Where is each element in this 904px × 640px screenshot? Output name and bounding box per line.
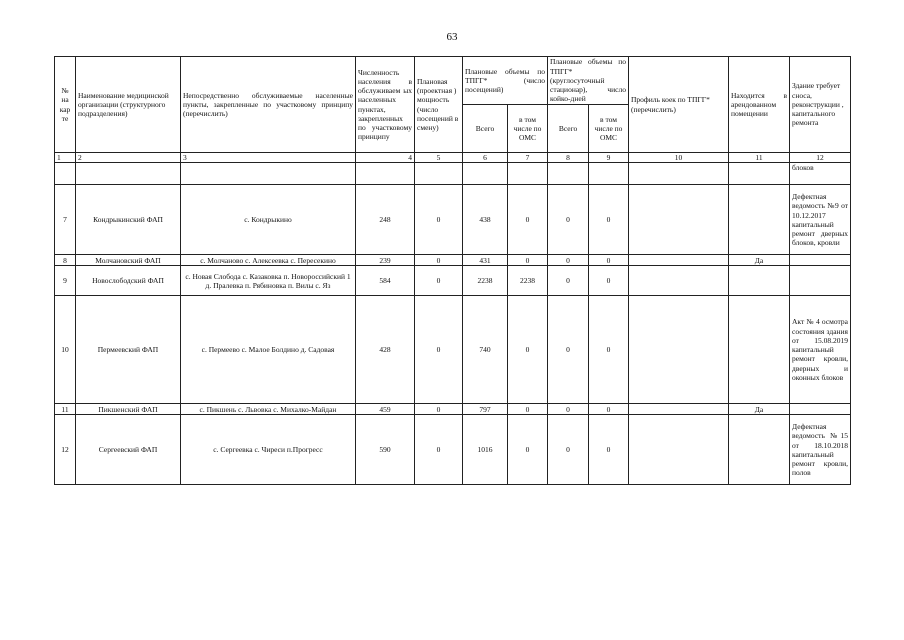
row-beds-total: 0: [548, 266, 589, 296]
row-visits-oms: 0: [508, 404, 548, 415]
row-population: 239: [356, 255, 415, 266]
col-number: 3: [181, 153, 356, 163]
continuation-cell: блоков: [790, 163, 851, 185]
row-rented: Да: [729, 404, 790, 415]
row-num: 12: [55, 415, 76, 485]
col-number: 10: [629, 153, 729, 163]
row-beds-total: 0: [548, 255, 589, 266]
table-row: [55, 266, 851, 296]
row-capacity: 0: [415, 404, 463, 415]
row-visits-oms: 2238: [508, 266, 548, 296]
col-number: 12: [790, 153, 851, 163]
row-served: с. Новая Слобода с. Казаковка п. Новороссийский 1 д. Пралевка п. Рябиновка п. Вилы с. Яз: [181, 266, 356, 296]
header-visits-oms: в том числе по ОМС: [508, 105, 548, 153]
row-capacity: 0: [415, 185, 463, 255]
row-rented: Да: [729, 255, 790, 266]
row-visits-total: 438: [463, 185, 508, 255]
table-row: [55, 415, 851, 485]
col-number: 7: [508, 153, 548, 163]
col-number: 9: [589, 153, 629, 163]
row-visits-total: 797: [463, 404, 508, 415]
row-demolition: Дефектная ведомость №9 от 10.12.2017 капитальный ремонт дверных блоков, кровли: [790, 185, 851, 255]
header-beds-oms: в том числе по ОМС: [589, 105, 629, 153]
col-number: 11: [729, 153, 790, 163]
table-row: [55, 404, 851, 415]
row-beds-oms: 0: [589, 296, 629, 404]
col-number: 8: [548, 153, 589, 163]
row-beds-total: 0: [548, 296, 589, 404]
row-name: Кондрыкинский ФАП: [76, 185, 181, 255]
table-row: [55, 185, 851, 255]
row-beds-oms: 0: [589, 404, 629, 415]
continuation-row: [55, 163, 851, 185]
row-profile: [629, 255, 729, 266]
row-visits-oms: 0: [508, 415, 548, 485]
row-beds-total: 0: [548, 415, 589, 485]
header-beds: Плановые объемы по ТПГГ* (круглосуточный стационар), число койко-дней: [548, 57, 629, 105]
header-num: № на кар те: [55, 57, 76, 153]
row-visits-oms: 0: [508, 255, 548, 266]
row-served: с. Молчаново с. Алексеевка с. Пересекино: [181, 255, 356, 266]
row-visits-total: 740: [463, 296, 508, 404]
facilities-table: [54, 56, 851, 485]
header-served: Непосредственно обслуживаемые населенные пункты, закрепленные по участковому принципу (перечислить): [181, 57, 356, 153]
col-number: 5: [415, 153, 463, 163]
row-rented: [729, 266, 790, 296]
row-demolition: [790, 255, 851, 266]
row-beds-total: 0: [548, 404, 589, 415]
col-number: 6: [463, 153, 508, 163]
row-name: Новослободский ФАП: [76, 266, 181, 296]
row-demolition: [790, 266, 851, 296]
header-population: Численность населения в обслуживаем ых населенных пунктах, закрепленных по участковому принципу: [356, 57, 415, 153]
page-number: 63: [446, 31, 458, 43]
row-name: Сергеевский ФАП: [76, 415, 181, 485]
row-population: 428: [356, 296, 415, 404]
header-visits-total: Всего: [463, 105, 508, 153]
row-visits-oms: 0: [508, 185, 548, 255]
row-population: 590: [356, 415, 415, 485]
row-rented: [729, 415, 790, 485]
row-demolition: Акт № 4 осмотра состояния здания от 15.08.2019 капитальный ремонт кровли, дверных и оконных блоков: [790, 296, 851, 404]
row-num: 10: [55, 296, 76, 404]
row-profile: [629, 185, 729, 255]
row-beds-oms: 0: [589, 185, 629, 255]
row-capacity: 0: [415, 296, 463, 404]
row-visits-total: 1016: [463, 415, 508, 485]
column-numbers-row: [55, 153, 851, 163]
row-profile: [629, 296, 729, 404]
row-demolition: Дефектная ведомость №15 от 18.10.2018 капитальный ремонт кровли, полов: [790, 415, 851, 485]
row-profile: [629, 415, 729, 485]
header-demolition: Здание требует сноса, реконструкции , капитального ремонта: [790, 57, 851, 153]
row-profile: [629, 266, 729, 296]
row-num: 11: [55, 404, 76, 415]
row-visits-oms: 0: [508, 296, 548, 404]
row-num: 7: [55, 185, 76, 255]
row-capacity: 0: [415, 266, 463, 296]
row-population: 459: [356, 404, 415, 415]
row-rented: [729, 296, 790, 404]
row-visits-total: 431: [463, 255, 508, 266]
col-number: 4: [356, 153, 415, 163]
header-capacity: Плановая (проектная ) мощность (число посещений в смену): [415, 57, 463, 153]
row-capacity: 0: [415, 415, 463, 485]
header-visits: Плановые объемы по ТПГГ* (число посещений): [463, 57, 548, 105]
row-name: Пикшенский ФАП: [76, 404, 181, 415]
table-row: [55, 255, 851, 266]
row-visits-total: 2238: [463, 266, 508, 296]
col-number: 2: [76, 153, 181, 163]
row-served: с. Пермеево с. Малое Болдино д. Садовая: [181, 296, 356, 404]
row-num: 8: [55, 255, 76, 266]
row-num: 9: [55, 266, 76, 296]
row-name: Молчановский ФАП: [76, 255, 181, 266]
row-demolition: [790, 404, 851, 415]
row-capacity: 0: [415, 255, 463, 266]
row-beds-oms: 0: [589, 266, 629, 296]
row-served: с. Кондрыкино: [181, 185, 356, 255]
header-beds-total: Всего: [548, 105, 589, 153]
header-profile: Профиль коек по ТПГГ* (перечислить): [629, 57, 729, 153]
header-name: Наименование медицинской организации (структурного подразделения): [76, 57, 181, 153]
row-population: 584: [356, 266, 415, 296]
row-name: Пермеевский ФАП: [76, 296, 181, 404]
row-population: 248: [356, 185, 415, 255]
row-served: с. Пикшень с. Львовка с. Михалко-Майдан: [181, 404, 356, 415]
row-rented: [729, 185, 790, 255]
row-beds-total: 0: [548, 185, 589, 255]
table-row: [55, 296, 851, 404]
row-beds-oms: 0: [589, 255, 629, 266]
row-beds-oms: 0: [589, 415, 629, 485]
row-profile: [629, 404, 729, 415]
header-rented: Находится в арендованном помещении: [729, 57, 790, 153]
row-served: с. Сергеевка с. Чиреси п.Прогресс: [181, 415, 356, 485]
col-number: 1: [55, 153, 76, 163]
